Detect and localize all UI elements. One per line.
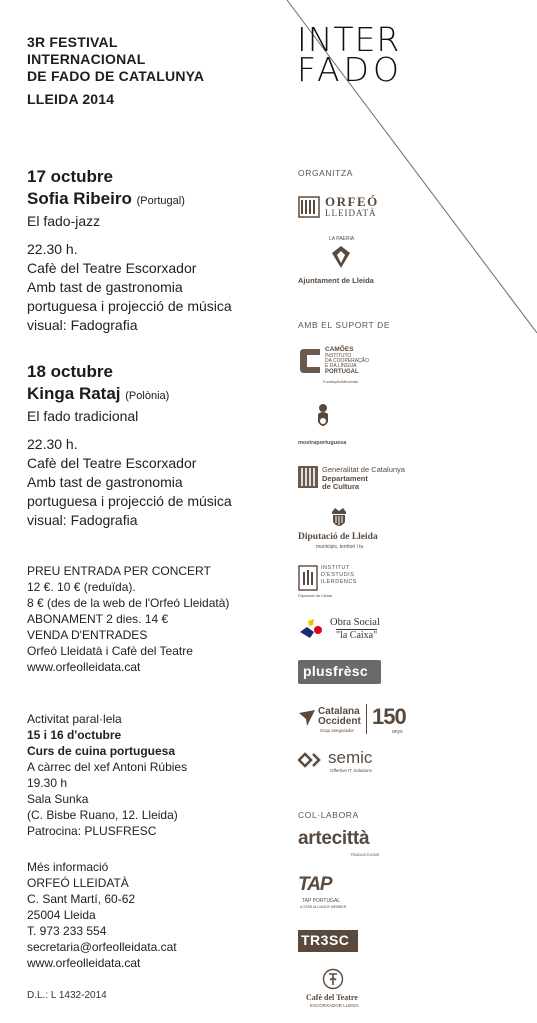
festival-title (27, 34, 204, 108)
diputacio-name: Diputació de Lleida (298, 532, 378, 542)
diputacio-logo (298, 506, 398, 550)
catalana-arrow-icon (298, 709, 316, 727)
activity-address: (C. Bisbe Ruano, 12. Lleida) (27, 808, 178, 822)
event-desc-2: portuguesa i projecció de música (27, 298, 232, 314)
tap-sub: TAP PORTUGAL (302, 898, 341, 904)
event-time: 22.30 h. (27, 436, 78, 452)
iei-line-c: ILERDENCS (321, 579, 357, 585)
camoes-line-b: INSTITUTO (325, 353, 352, 359)
activity-chef: A càrrec del xef Antoni Rúbies (27, 760, 188, 774)
semic-logo (298, 748, 388, 776)
catalana-occident-logo (298, 703, 418, 735)
title-year: LLEIDA 2014 (27, 91, 115, 107)
orfeo-logo (298, 194, 398, 220)
tap-sub-2: A STAR ALLIANCE MEMBER (300, 905, 347, 909)
interfado-logo-top: INTER (297, 20, 401, 59)
prices-line-3: ABONAMENT 2 dies. 14 € (27, 612, 169, 626)
event-2 (27, 361, 232, 530)
activity-heading: Activitat paral·lela (27, 712, 122, 726)
mostra-portuguesa-logo (298, 402, 358, 448)
activity-dates: 15 i 16 d'octubre (27, 728, 122, 742)
interfado-logo (297, 20, 415, 89)
activity-section (27, 711, 187, 839)
iei-building-icon (298, 565, 318, 591)
generalitat-stripes-icon (298, 466, 318, 488)
cafe-teatre-sub: ESCORXADOR LLEIDA (310, 1003, 359, 1008)
title-line-3: DE FADO DE CATALUNYA (27, 68, 205, 84)
orfeo-city: LLEIDATÀ (325, 208, 377, 218)
camoes-c-icon (298, 346, 322, 376)
la-caixa-logo (298, 615, 398, 643)
paeria-small: LA PAERIA (329, 236, 355, 242)
event-desc-3: visual: Fadografia (27, 317, 138, 333)
legal-deposit: D.L.: L 1432-2014 (27, 990, 107, 1001)
contact-heading: Més informació (27, 860, 109, 874)
prices-heading: PREU ENTRADA PER CONCERT (27, 564, 211, 578)
title-line-1: 3R FESTIVAL (27, 34, 118, 50)
plusfresc-name: plusfrèsc (303, 663, 368, 679)
sale-heading: VENDA D'ENTRADES (27, 628, 148, 642)
contact-email-link[interactable]: secretaria@orfeolleidata.cat (27, 940, 177, 954)
camoes-logo (298, 346, 378, 386)
orfeo-emblem-icon (298, 196, 320, 218)
sale-line: Orfeó Lleidatà i Cafè del Teatre (27, 644, 193, 658)
plusfresc-logo (298, 660, 381, 684)
event-artist (27, 383, 232, 407)
artist-country: (Polònia) (125, 390, 170, 402)
event-desc-3: visual: Fadografia (27, 512, 138, 528)
artist-country: (Portugal) (136, 195, 185, 207)
activity-venue: Sala Sunka (27, 792, 89, 806)
event-desc-2: portuguesa i projecció de música (27, 493, 232, 509)
cafe-teatre-logo (298, 968, 368, 1016)
semic-sub: Offertive IT Solutions (330, 768, 372, 773)
cafe-teatre-emblem-icon (322, 968, 344, 990)
event-1 (27, 166, 232, 335)
contact-street: C. Sant Martí, 60-62 (27, 892, 136, 906)
event-place: Cafè del Teatre Escorxador (27, 455, 197, 471)
title-line-2: INTERNACIONAL (27, 51, 146, 67)
event-place: Cafè del Teatre Escorxador (27, 260, 197, 276)
semic-chevron-icon (298, 752, 326, 768)
artist-name: Kinga Rataj (27, 384, 121, 403)
activity-title: Curs de cuina portuguesa (27, 744, 176, 758)
contact-section (27, 859, 177, 971)
tresc-name: TR3SC (301, 932, 350, 948)
paeria-shield-icon (331, 245, 351, 269)
event-genre: El fado tradicional (27, 408, 139, 424)
tresc-logo (298, 930, 358, 952)
iei-sub: Diputació de Lleida (298, 593, 333, 598)
camoes-country: PORTUGAL (325, 369, 359, 375)
activity-time: 19.30 h (27, 776, 68, 790)
cafe-teatre-name: Cafè del Teatre (306, 993, 358, 1002)
mostra-name: mostraportuguesa (298, 440, 347, 446)
activity-sponsor: Patrocina: PLUSFRESC (27, 824, 157, 838)
semic-name: semic (328, 748, 373, 767)
catalana-divider (366, 704, 367, 734)
generalitat-logo (298, 465, 408, 491)
suport-label: AMB EL SUPORT DE (298, 320, 391, 330)
generalitat-name: Generalitat de Catalunya (322, 465, 405, 474)
contact-phone: T. 973 233 554 (27, 924, 107, 938)
organitza-label: ORGANITZA (298, 168, 353, 178)
diputacio-crown-icon (330, 506, 348, 530)
camoes-name: CAMÕES (325, 346, 354, 353)
catalana-number: 150 (372, 704, 406, 729)
catalana-sub: Grup asegurador (320, 728, 355, 733)
generalitat-dept: Departament (322, 474, 368, 483)
collabora-label: COL·LABORA (298, 810, 359, 820)
tap-logo (298, 874, 358, 914)
artecitta-logo (298, 828, 388, 858)
prices-line-1: 12 €. 10 € (reduïda). (27, 580, 136, 594)
ajuntament-name: Ajuntament de Lleida (298, 276, 374, 285)
contact-org: ORFEÓ LLEIDATÀ (27, 876, 129, 890)
la-caixa-star-icon (298, 618, 324, 640)
event-date: 18 octubre (27, 362, 113, 381)
event-date: 17 octubre (27, 167, 113, 186)
generalitat-culture: de Cultura (322, 482, 360, 491)
diputacio-sub: municipis, territori i tu (316, 544, 364, 550)
event-artist (27, 188, 232, 212)
la-caixa-name: "la Caixa" (336, 630, 378, 641)
camoes-sub: Fundação/Mecenas (323, 379, 359, 384)
event-time: 22.30 h. (27, 241, 78, 257)
camoes-line-c: DA COOPERAÇÃO (325, 358, 369, 364)
artecitta-name: artecittà (298, 828, 370, 849)
prices-line-2: 8 € (des de la web de l'Orfeó Lleidatà) (27, 596, 230, 610)
iei-line-b: D'ESTUDIS (321, 572, 355, 578)
event-desc-1: Amb tast de gastronomia (27, 279, 183, 295)
prices-section (27, 563, 229, 675)
orfeo-name: ORFEÓ (325, 194, 379, 209)
iei-line-a: INSTITUT (321, 565, 350, 571)
camoes-line-d: E DA LÍNGUA (325, 363, 357, 369)
event-desc-1: Amb tast de gastronomia (27, 474, 183, 490)
contact-web-link[interactable]: www.orfeolleidata.cat (27, 956, 141, 970)
ajuntament-logo (298, 236, 398, 286)
obra-social-name: Obra Social (330, 617, 380, 628)
interfado-logo-bottom: FADO (297, 50, 403, 89)
occident-name: Occident (318, 716, 361, 727)
sale-web-link[interactable]: www.orfeolleidata.cat (27, 660, 141, 674)
contact-city: 25004 Lleida (27, 908, 96, 922)
catalana-name: Catalana (318, 706, 360, 717)
iei-logo (298, 564, 378, 600)
event-genre: El fado-jazz (27, 213, 101, 229)
tap-name: TAP (298, 874, 332, 895)
artist-name: Sofia Ribeiro (27, 189, 132, 208)
artecitta-sub: TRADUCCIONS (350, 852, 380, 857)
mostra-figure-icon (314, 402, 332, 432)
catalana-years: anys (392, 729, 403, 735)
